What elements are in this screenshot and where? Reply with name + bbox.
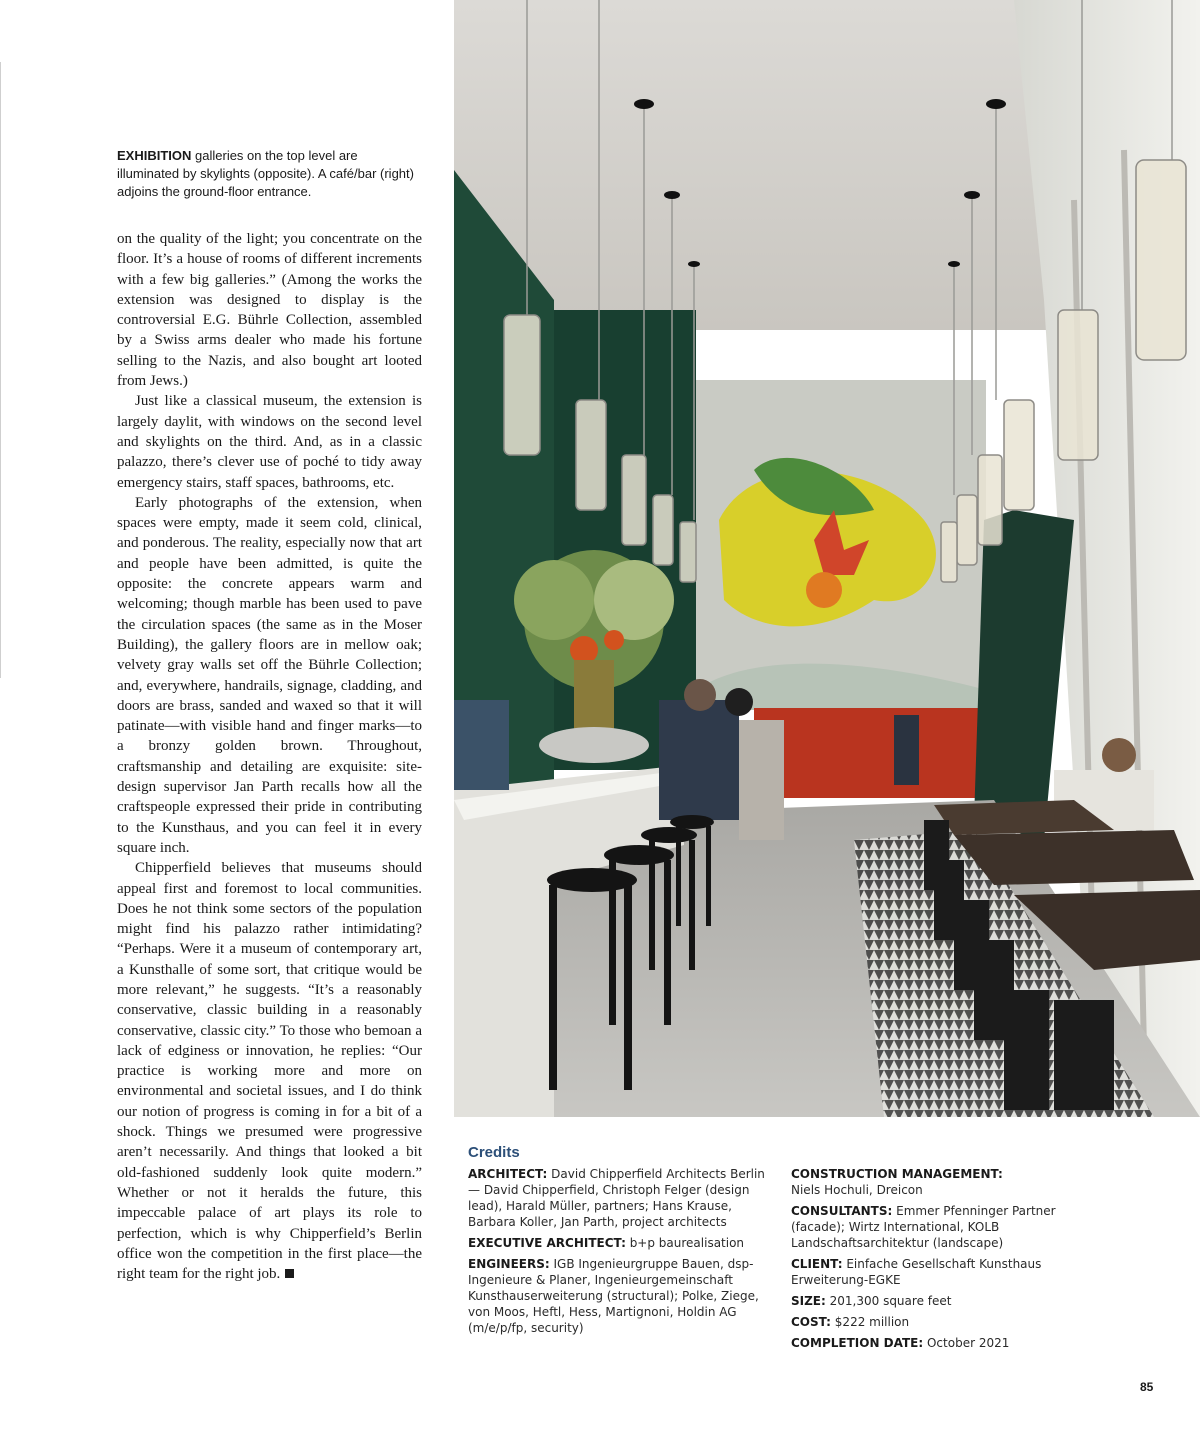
credit-value: IGB Ingenieurgruppe Bauen, dsp-Ingenieure & Planer, Ingenieurgemeinschaft Kunsthauserweiterung (structural); Polke, Ziege, von Moos, Heftl, Hess, Martignoni, Holdin AG (m/e/p/fp, security) (468, 1257, 759, 1335)
credit-label: ARCHITECT: (468, 1167, 548, 1181)
credit-value: Emmer Pfenninger Partner (facade); Wirtz International, KOLB Landschaftsarchitektur (landscape) (791, 1204, 1056, 1250)
credit-executive-architect (468, 1235, 768, 1251)
credit-value: Einfache Gesellschaft Kunsthaus Erweiterung-EGKE (791, 1257, 1042, 1287)
credit-engineers (468, 1256, 768, 1336)
paragraph-3: Early photographs of the extension, when spaces were empty, made it seem cold, clinical, and ponderous. The reality, especially now that art and people have been admitted, is quite the opposite: the concrete appears warm and welcoming; though marble has been used to pave the circulation spaces (the same as in the Moser Building), the gallery floors are in mellow oak; velvety gray walls set off the Bührle Collection; and, everywhere, handrails, signage, cladding, and doors are brass, sanded and waxed so that it will patinate—with visible hand and finger marks—to a bronzy golden brown. Throughout, craftsmanship and detailing are exquisite: site-design supervisor Jan Parth recalls how all the craftspeople expressed their pride in contributing to the Kunsthaus, and you can feel it in every square inch. (117, 494, 422, 856)
credits-column-2 (791, 1166, 1071, 1356)
credit-value: b+p baurealisation (625, 1236, 745, 1250)
caption-lead: EXHIBITION (117, 148, 192, 163)
credit-size (791, 1293, 1071, 1309)
credits-column-1 (468, 1166, 768, 1341)
credit-label: EXECUTIVE ARCHITECT: (468, 1236, 626, 1250)
photo-caption (117, 147, 417, 201)
paragraph-2: Just like a classical museum, the extension is largely daylit, with windows on the second level and skylights on the third. And, as in a classic palazzo, there’s clever use of poché to tidy away emergency stairs, staff spaces, bathrooms, etc. (117, 393, 422, 491)
paragraph-1: on the quality of the light; you concentrate on the floor. It’s a house of rooms of different increments with a few big galleries.” (Among the works the extension was designed to display is the controversial E.G. Bührle Collection, assembled by a Swiss arms dealer who made his fortune selling to the Nazis, and also bought art looted from Jews.) (117, 231, 422, 390)
credit-architect (468, 1166, 768, 1230)
credit-label: CONSULTANTS: (791, 1204, 893, 1218)
credit-label: CONSTRUCTION MANAGEMENT: (791, 1167, 1003, 1181)
credit-value: October 2021 (923, 1336, 1010, 1350)
credit-client (791, 1256, 1071, 1288)
credit-label: COST: (791, 1315, 831, 1329)
credit-value: $222 million (830, 1315, 910, 1329)
credits-heading: Credits (468, 1144, 520, 1161)
credit-label: CLIENT: (791, 1257, 843, 1271)
cafe-bar-photo (454, 0, 1200, 1117)
credit-construction-management (791, 1166, 1071, 1198)
credit-label: COMPLETION DATE: (791, 1336, 924, 1350)
article-body (117, 229, 422, 1284)
credit-consultants (791, 1203, 1071, 1251)
page-fold-line (0, 62, 1, 678)
cafe-bar-illustration (454, 0, 1200, 1117)
credit-value: 201,300 square feet (825, 1294, 952, 1308)
credit-value: Niels Hochuli, Dreicon (791, 1183, 923, 1197)
caption-text: galleries on the top level are illuminated by skylights (opposite). A café/bar (right) adjoins the ground-floor entrance. (117, 148, 414, 199)
credit-label: SIZE: (791, 1294, 826, 1308)
paragraph-4 (117, 858, 422, 1284)
credit-label: ENGINEERS: (468, 1257, 550, 1271)
credit-completion-date (791, 1335, 1071, 1351)
credit-value: David Chipperfield Architects Berlin — David Chipperfield, Christoph Felger (design lead), Harald Müller, partners; Hans Krause, Barbara Koller, Jan Parth, project architects (468, 1167, 765, 1229)
page-number: 85 (1140, 1380, 1154, 1394)
end-mark-icon (285, 1269, 294, 1278)
credit-cost (791, 1314, 1071, 1330)
paragraph-4-text: Chipperfield believes that museums should appeal first and foremost to local communities. Does he not think some sectors of the population might find his palazzo rather intimidating? “Perhaps. Were it a museum of contemporary art, a Kunsthalle of some sort, that critique would be more relevant,” he suggests. “It’s a reasonably conservative, classic building in a reasonably conservative, classic city.” To those who bemoan a lack of edginess or innovation, he replies: “Our practice is working more and more on environmental and societal issues, and I do think our notion of progress is coming in for a bit of a shock. Things we presumed were progressive aren’t necessarily. And things that looked a bit old-fashioned suddenly look quite modern.” Whether or not it heralds the future, this impeccable palace of art plays its role to perfection, which is why Chipperfield’s Berlin office won the competition in the first place—the right team for the right job. (117, 860, 422, 1283)
